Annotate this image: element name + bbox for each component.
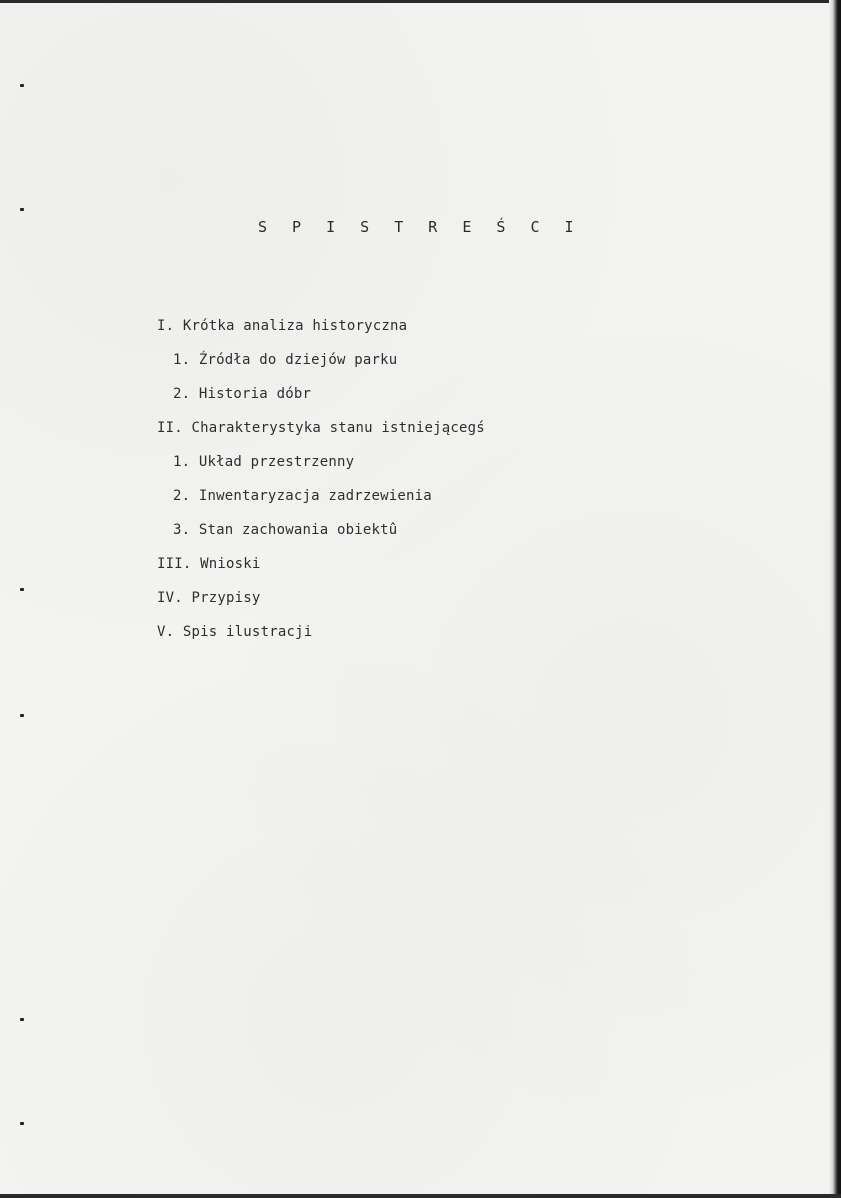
toc-entry [173,386,311,402]
toc-entry-text: Przypisy [191,590,261,606]
toc-entry-number: 1. [173,454,191,470]
toc-entry [157,318,407,334]
toc-entry-number: IV. [157,590,183,606]
toc-entry-number: 2. [173,488,191,504]
toc-entry-number: III. [157,556,192,572]
toc-entry-number: II. [157,420,183,436]
toc-entry-text: Wnioski [200,556,261,572]
toc-entry [173,488,432,504]
page-title: S P I S T R E Ś C I [258,218,582,236]
toc-entry [173,522,397,538]
toc-entry-number: 1. [173,352,191,368]
toc-entry-number: 2. [173,386,191,402]
toc-entry [157,556,261,572]
toc-entry-text: Charakterystyka stanu istniejącegś [191,420,485,436]
toc-entry-text: Krótka analiza historyczna [182,318,408,334]
toc-entry-text: Inwentaryzacja zadrzewienia [198,488,432,504]
toc-entry [173,454,354,470]
toc-entry [157,420,485,436]
toc-entry-number: V. [157,624,175,640]
toc-entry-text: Źródła do dziejów parku [198,352,398,368]
toc-entry-number: I. [157,318,175,334]
toc-entry-text: Spis ilustracji [182,624,313,640]
toc-entry-text: Historia dóbr [198,386,312,402]
toc-entry [157,590,261,606]
toc-entry-text: Układ przestrzenny [198,454,355,470]
toc-entry-number: 3. [173,522,191,538]
toc-entry [157,624,312,640]
toc-entry-text: Stan zachowania obiektû [198,522,398,538]
toc-entry [173,352,397,368]
